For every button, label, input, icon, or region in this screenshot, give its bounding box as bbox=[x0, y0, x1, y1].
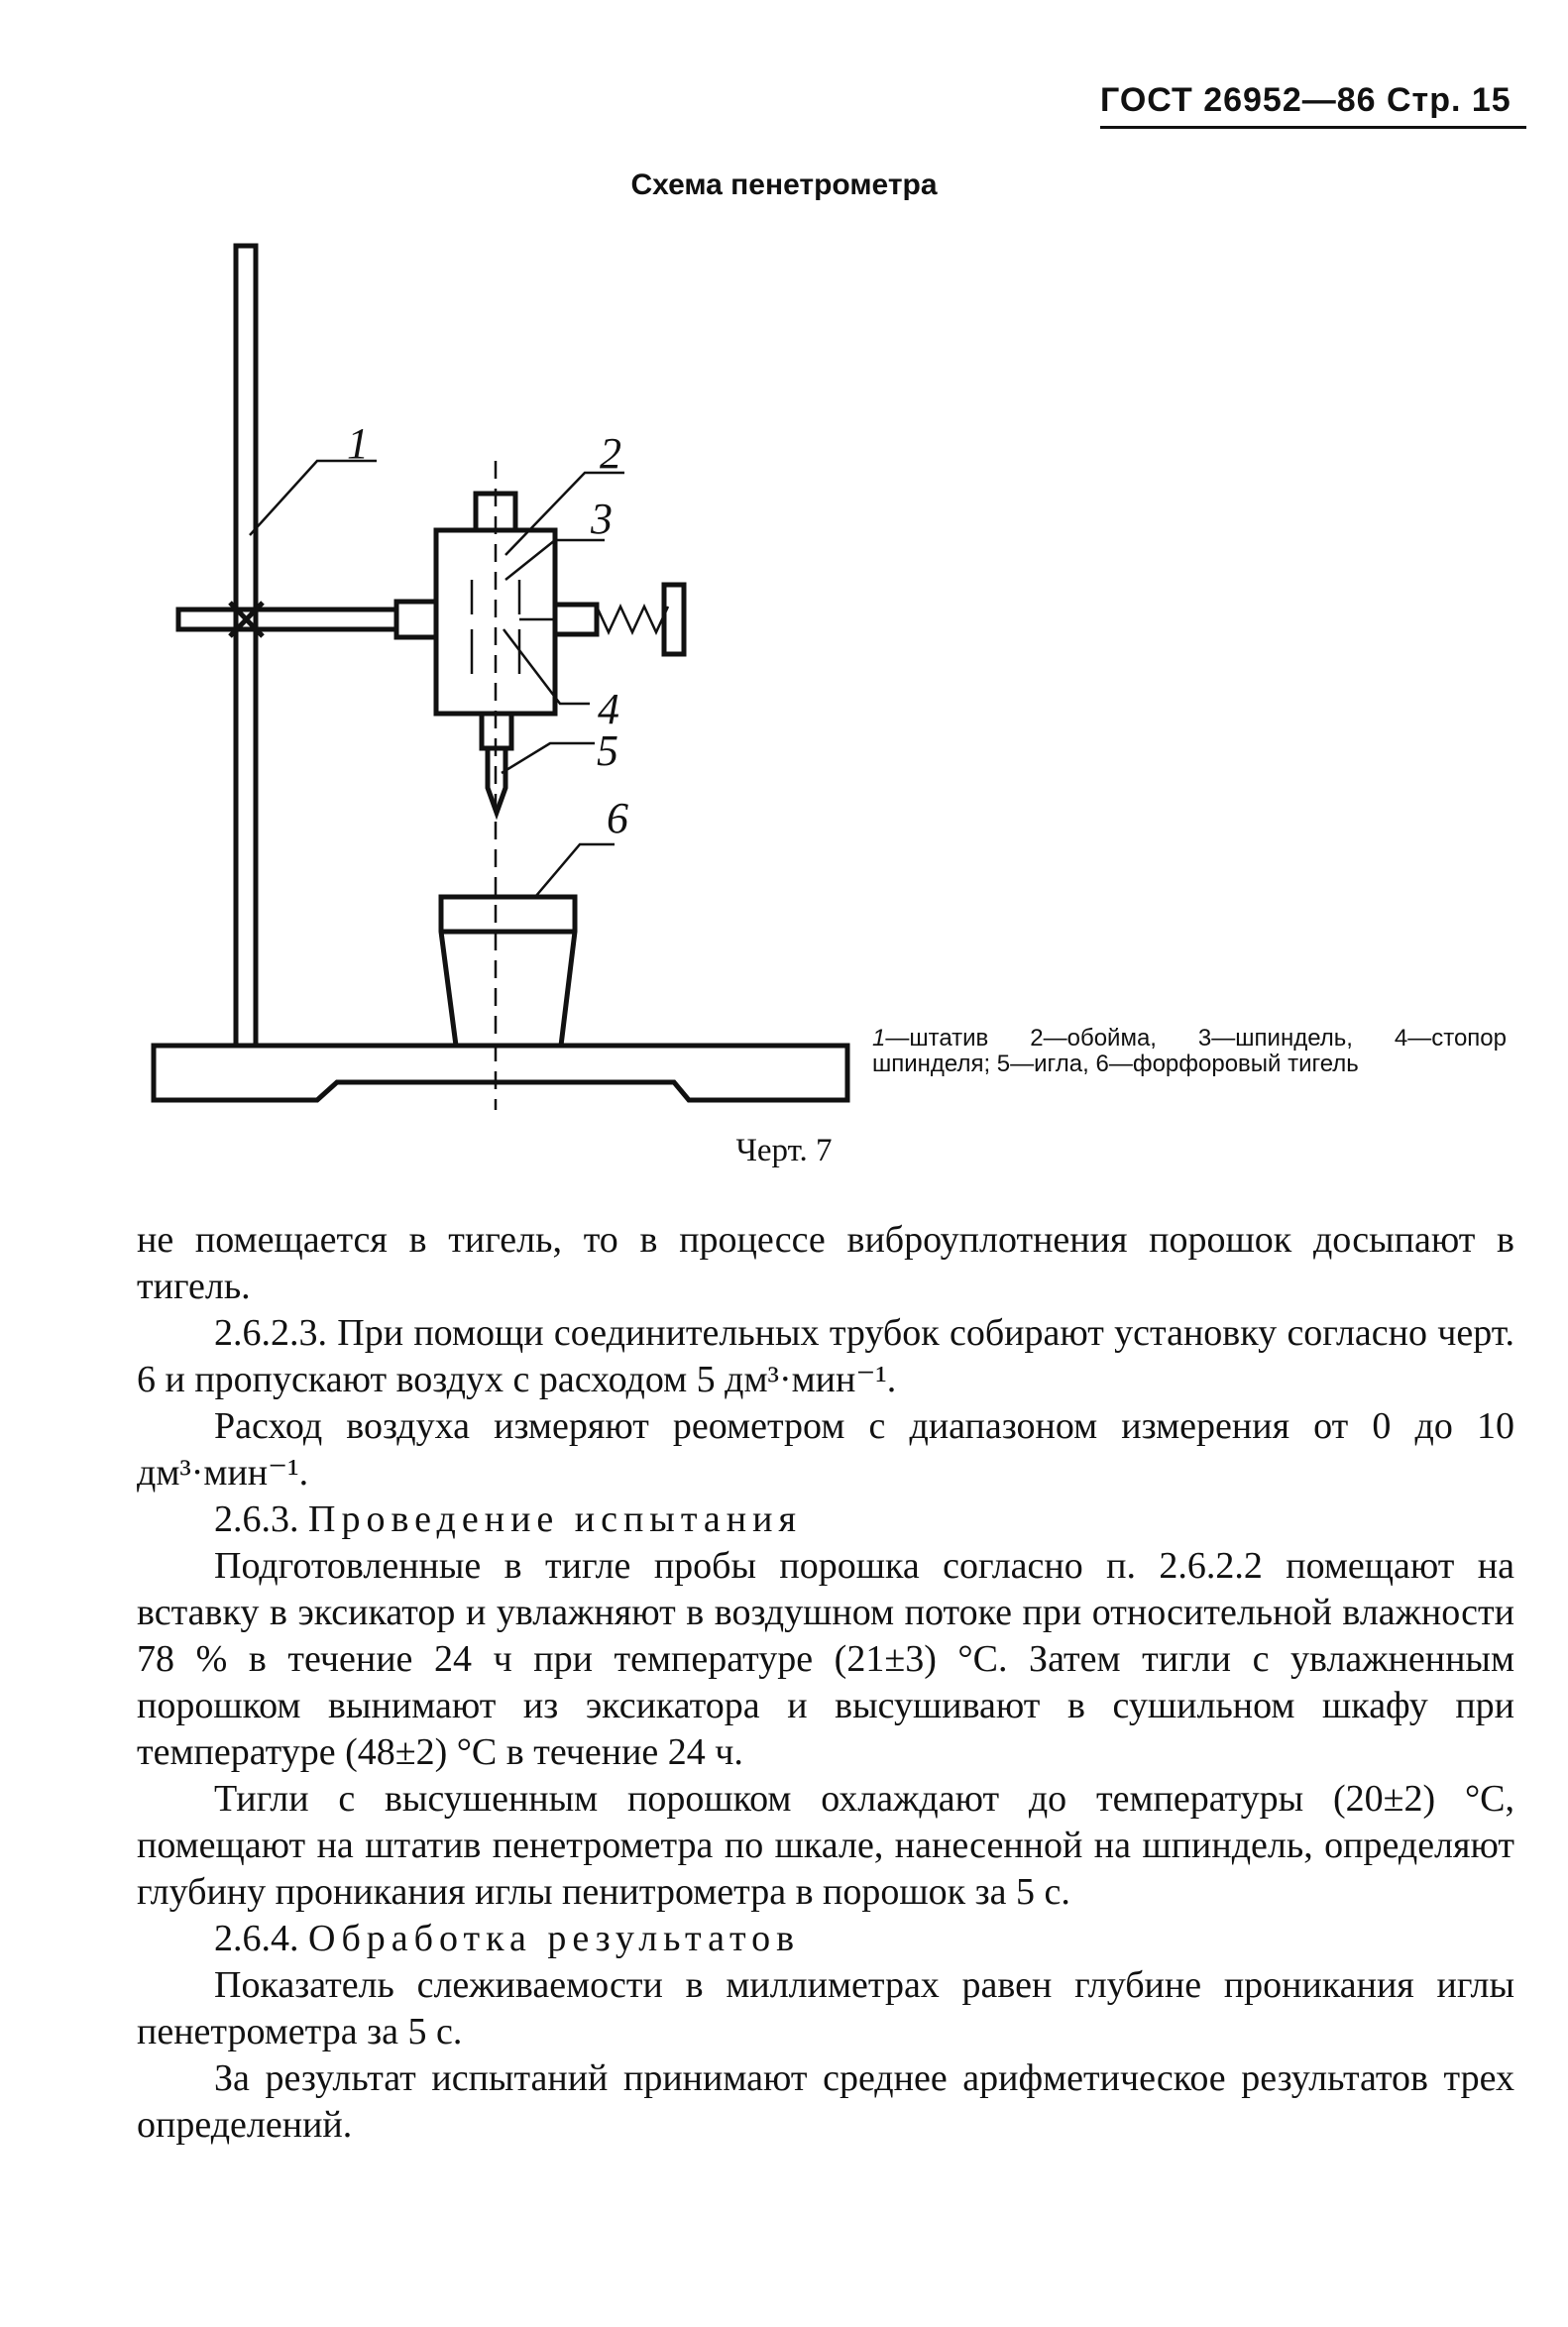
penetrometer-diagram bbox=[139, 238, 952, 1120]
paragraph: не помещается в тигель, то в процессе виброуплотнения порошок досыпают в тигель. bbox=[137, 1219, 1514, 1307]
callout-1: 1 bbox=[347, 419, 369, 468]
section-title: Проведение испытания bbox=[308, 1498, 802, 1540]
figure-legend: 1—штатив 2—обойма, 3—шпиндель, 4—стопор шпинделя; 5—игла, 6—форфоровый тигель bbox=[872, 1025, 1507, 1077]
page-header: ГОСТ 26952—86 Стр. 15 bbox=[1100, 81, 1526, 129]
arm-fitting bbox=[396, 602, 436, 637]
stopper-screw bbox=[555, 605, 597, 634]
base-plate bbox=[154, 1046, 847, 1100]
paragraph: Подготовленные в тигле пробы порошка согласно п. 2.6.2.2 помещают на вставку в эксикатор и увлажняют в воздушном потоке при относительной влажности 78 % в течение 24 ч при температуре (21±3) °С. Затем тигли с увлажненным порошком вынимают из эксикатора и высушивают в сушильном шкафу при температуре (48±2) °С в течение 24 ч. bbox=[137, 1545, 1514, 1773]
section-number: 2.6.4. bbox=[214, 1918, 299, 1959]
callout-6: 6 bbox=[607, 794, 628, 842]
section-heading bbox=[137, 1496, 1514, 1543]
horizontal-arm bbox=[178, 609, 396, 629]
callout-2: 2 bbox=[600, 429, 621, 478]
figure-title: Схема пенетрометра bbox=[630, 168, 938, 201]
callout-3: 3 bbox=[591, 495, 613, 543]
stopper-knob bbox=[664, 585, 684, 654]
figure-caption: Черт. 7 bbox=[735, 1133, 833, 1168]
paragraph: Тигли с высушенным порошком охлаждают до температуры (20±2) °С, помещают на штатив пенетрометра по шкале, нанесенной на шпиндель, определяют глубину проникания иглы пенитрометра в порошок за 5 с. bbox=[137, 1778, 1514, 1913]
legend-text: —штатив 2—обойма, 3—шпиндель, 4—стопор шпинделя; 5—игла, 6—форфоровый тигель bbox=[872, 1025, 1507, 1077]
section-title: Обработка результатов bbox=[308, 1918, 801, 1959]
callout-4: 4 bbox=[598, 685, 619, 733]
paragraph: Расход воздуха измеряют реометром с диапазоном измерения от 0 до 10 дм³·мин⁻¹. bbox=[137, 1405, 1514, 1494]
paragraph: Показатель слеживаемости в миллиметрах равен глубине проникания иглы пенетрометра за 5 с. bbox=[137, 1964, 1514, 2052]
callout-5: 5 bbox=[597, 726, 618, 775]
paragraph: За результат испытаний принимают среднее арифметическое результатов трех определений. bbox=[137, 2057, 1514, 2146]
section-number: 2.6.3. bbox=[214, 1498, 299, 1540]
stopper-spring bbox=[597, 607, 668, 632]
body-text bbox=[137, 1217, 1514, 2149]
paragraph: 2.6.2.3. При помощи соединительных трубок собирают установку согласно черт. 6 и пропускают воздух с расходом 5 дм³·мин⁻¹. bbox=[137, 1312, 1514, 1400]
crucible bbox=[441, 897, 575, 1046]
stand-rod bbox=[236, 246, 256, 1046]
section-heading bbox=[137, 1916, 1514, 1962]
